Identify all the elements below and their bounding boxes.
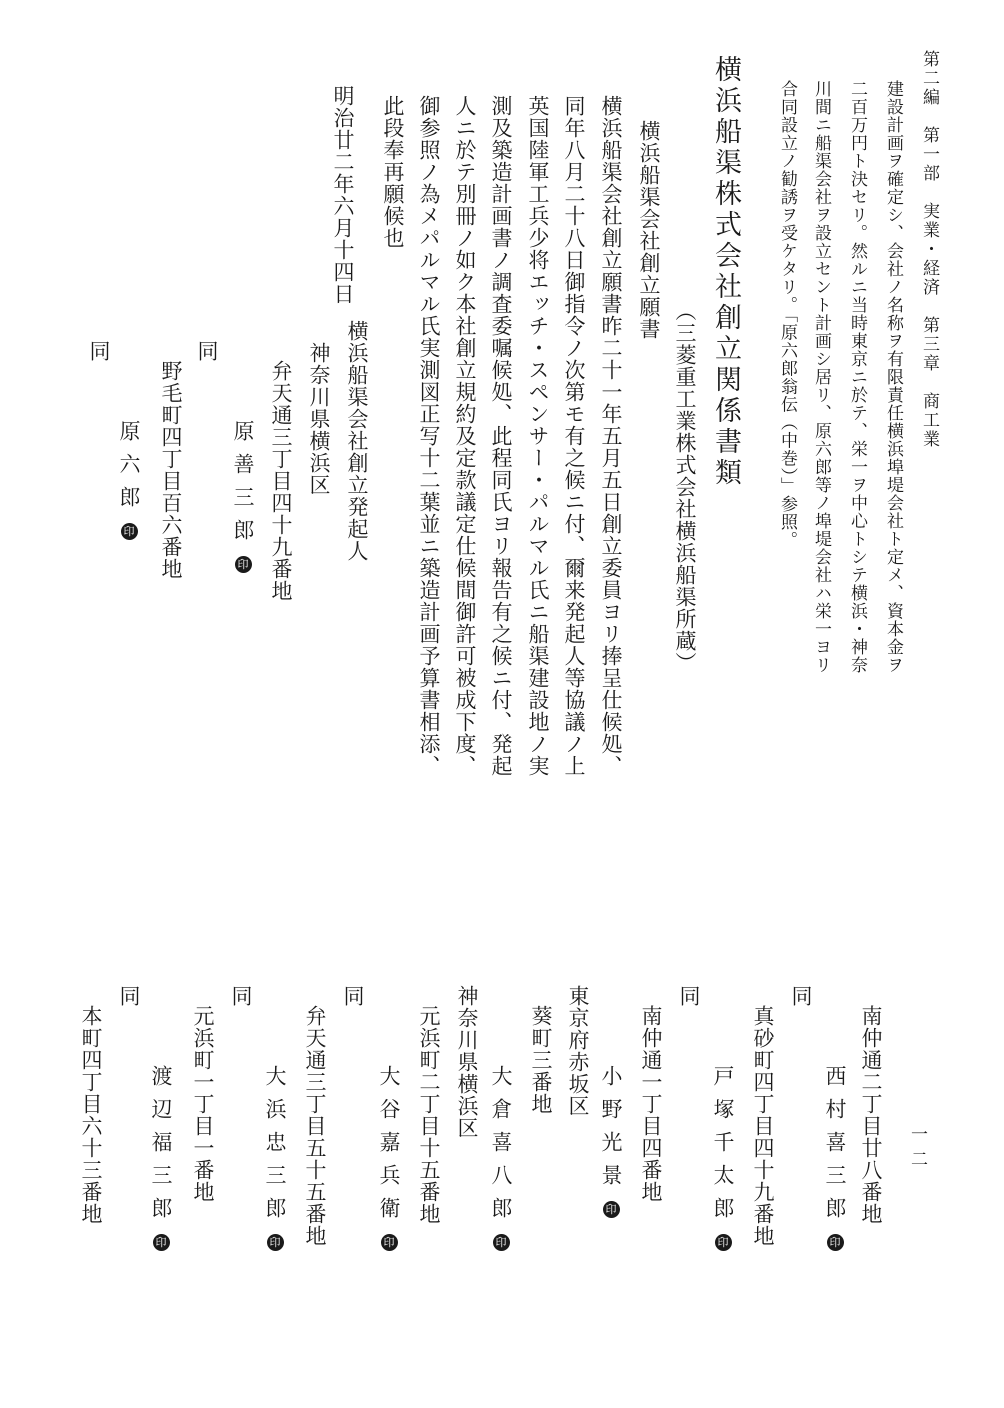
same-mark: 同 xyxy=(341,985,365,1007)
signer-address: 弁天通三丁目四十九番地 xyxy=(269,360,293,602)
signer-address: 元浜町二丁目十五番地 xyxy=(417,1005,441,1225)
signer-prefecture: 神奈川県横浜区 xyxy=(455,985,479,1139)
same-mark: 同 xyxy=(87,340,111,362)
seal-icon: 印 xyxy=(715,1234,732,1251)
signer-name xyxy=(264,1065,285,1251)
signer-name-text: 戸塚千太郎 xyxy=(711,1065,735,1230)
signer-name-text: 大浜忠三郎 xyxy=(263,1065,287,1230)
signer-name-text: 小野光景 xyxy=(599,1065,623,1197)
signer-name xyxy=(378,1065,399,1251)
signer-name-text: 原善三郎 xyxy=(231,420,255,552)
signer-name xyxy=(712,1065,733,1251)
document-line: 人ニ於テ別冊ノ如ク本社創立規約及定款議定仕候間御許可被成下度、 xyxy=(453,95,477,777)
seal-icon: 印 xyxy=(235,556,252,573)
signer-address: 真砂町四丁目四十九番地 xyxy=(751,1005,775,1247)
intro-line: 川間ニ船渠会社ヲ設立セント計画シ居リ、原六郎等ノ埠堤会社ハ栄一ヨリ xyxy=(811,80,831,674)
section-title: 横浜船渠株式会社創立関係書類 xyxy=(710,55,741,489)
seal-icon: 印 xyxy=(267,1234,284,1251)
signer-name-text: 西村喜三郎 xyxy=(823,1065,847,1230)
intro-line: 建設計画ヲ確定シ、会社ノ名称ヲ有限責任横浜埠堤会社ト定メ、資本金ヲ xyxy=(883,80,903,674)
signer-name xyxy=(824,1065,845,1251)
signer-prefecture: 東京府赤坂区 xyxy=(566,985,590,1117)
signer-name-text: 大谷嘉兵衛 xyxy=(377,1065,401,1230)
signer-name xyxy=(150,1065,171,1251)
signer-name xyxy=(232,420,253,573)
intro-line: 二百万円ト決セリ。然ルニ当時東京ニ於テ、栄一ヲ中心トシテ横浜・神奈 xyxy=(847,80,867,674)
seal-icon: 印 xyxy=(493,1234,510,1251)
same-mark: 同 xyxy=(229,985,253,1007)
same-mark: 同 xyxy=(789,985,813,1007)
seal-icon: 印 xyxy=(827,1234,844,1251)
signer-name-text: 渡辺福三郎 xyxy=(149,1065,173,1230)
seal-icon: 印 xyxy=(153,1234,170,1251)
signer-address: 元浜町一丁目一番地 xyxy=(191,1005,215,1203)
seal-icon: 印 xyxy=(603,1201,620,1218)
signer-address: 南仲通二丁目廿八番地 xyxy=(859,1005,883,1225)
section-source: （三菱重工業株式会社横浜船渠所蔵） xyxy=(673,300,697,674)
signer-address: 葵町三番地 xyxy=(529,1005,553,1115)
document-line: 御参照ノ為メパルマル氏実測図正写十二葉並ニ築造計画予算書相添、 xyxy=(417,95,441,777)
running-head: 第二編 第一部 実業・経済 第三章 商工業 xyxy=(919,50,939,449)
page-number: 一二 xyxy=(907,1125,927,1175)
intro-line: 合同設立ノ勧誘ヲ受ケタリ。「原六郎翁伝（中巻）」参照。 xyxy=(777,80,797,549)
signer-name xyxy=(118,420,139,540)
same-mark: 同 xyxy=(117,985,141,1007)
seal-icon: 印 xyxy=(121,523,138,540)
promoters-label: 横浜船渠会社創立発起人 xyxy=(345,320,369,562)
signer-name-text: 大倉喜八郎 xyxy=(489,1065,513,1230)
document-line: 横浜船渠会社創立願書昨二十一年五月五日創立委員ヨリ捧呈仕候処、 xyxy=(599,95,623,777)
document-date: 明治廿二年六月十四日 xyxy=(331,85,355,305)
signer-address: 野毛町四丁目百六番地 xyxy=(159,360,183,580)
signer-address: 弁天通三丁目五十五番地 xyxy=(303,1005,327,1247)
document-line: 此段奉再願候也 xyxy=(381,95,405,249)
signer-name-text: 原六郎 xyxy=(117,420,141,519)
signer-address: 南仲通一丁目四番地 xyxy=(639,1005,663,1203)
document-line: 英国陸軍工兵少将エッチ・スペンサー・パルマル氏ニ船渠建設地ノ実 xyxy=(526,95,550,777)
document-line: 同年八月二十八日御指令ノ次第モ有之候ニ付、爾来発起人等協議ノ上 xyxy=(562,95,586,777)
document-heading: 横浜船渠会社創立願書 xyxy=(637,120,661,340)
same-mark: 同 xyxy=(677,985,701,1007)
signer-name xyxy=(600,1065,621,1218)
seal-icon: 印 xyxy=(381,1234,398,1251)
signer-address: 本町四丁目六十三番地 xyxy=(79,1005,103,1225)
document-line: 測及築造計画書ノ調査委嘱候処、此程同氏ヨリ報告有之候ニ付、発起 xyxy=(489,95,513,777)
same-mark: 同 xyxy=(195,340,219,362)
signer-prefecture: 神奈川県横浜区 xyxy=(307,342,331,496)
signer-name xyxy=(490,1065,511,1251)
